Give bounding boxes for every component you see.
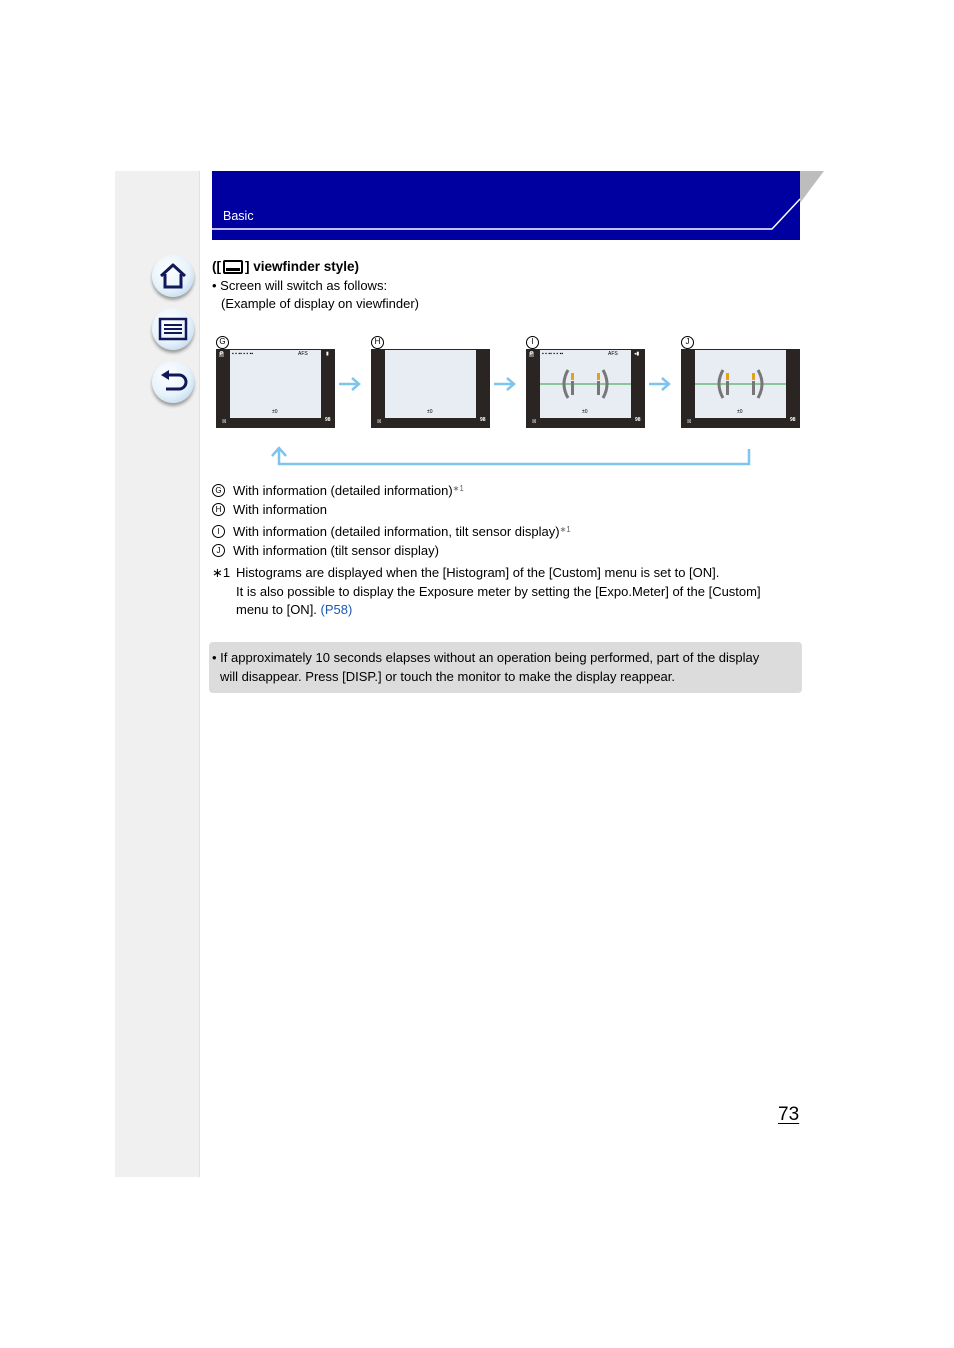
card-icon: ☒ [377, 419, 382, 425]
tilt-sensor-display [540, 350, 631, 418]
return-loop-arrow-icon [270, 446, 754, 468]
right-arrow-icon [338, 377, 362, 391]
card-icon: ☒ [222, 419, 227, 425]
exposure-compensation: ±0 [737, 409, 743, 415]
footnote-line3-text: menu to [ON]. [236, 602, 317, 617]
screen-label-j [681, 331, 694, 349]
settings-strip: ▪ ▪ ▪▪ ▪ ▪ ▪▪ [232, 351, 254, 357]
card-icon: ☒ [532, 419, 537, 425]
list-item [212, 543, 439, 558]
settings-strip: ▪ ▪ ▪▪ ▪ ▪ ▪▪ [542, 351, 564, 357]
footnote-marker: ∗1 [212, 565, 231, 580]
contents-button[interactable] [152, 308, 194, 350]
intro-example: (Example of display on viewfinder) [221, 296, 419, 311]
circle-letter: I [212, 525, 225, 538]
footnote-ref: ∗1 [452, 484, 464, 493]
list-item [212, 524, 571, 539]
viewfinder-screen-g [216, 349, 335, 428]
intro-bullet: • Screen will switch as follows: [212, 278, 388, 293]
viewfinder-screen-h [371, 349, 490, 428]
screen-label-g [216, 331, 229, 349]
list-item [212, 483, 464, 498]
shots-remaining: 98 [635, 417, 641, 423]
back-button[interactable] [152, 361, 194, 403]
right-arrow-icon [648, 377, 672, 391]
card-icon: ☒ [687, 419, 692, 425]
home-button[interactable] [152, 255, 194, 297]
section-header [212, 171, 800, 240]
right-arrow-icon [493, 377, 517, 391]
home-icon [158, 262, 188, 290]
viewfinder-screen-i [526, 349, 645, 428]
note-line2: will disappear. Press [DISP.] or touch the monitor to make the display reappear. [220, 669, 675, 684]
circle-letter: G [216, 336, 229, 349]
circle-letter: J [681, 336, 694, 349]
item-text: With information (detailed information) [233, 483, 453, 498]
screen-view [540, 350, 631, 418]
item-text: With information (detailed information, tilt sensor display) [233, 524, 560, 539]
shots-remaining: 98 [790, 417, 796, 423]
mode-badge: P [530, 351, 534, 357]
title-prefix: ([ [212, 259, 221, 274]
page-number: 73 [778, 1104, 800, 1125]
item-text: With information [233, 502, 327, 517]
screen-label-i [526, 331, 539, 349]
title-suffix: ] viewfinder style) [245, 259, 360, 274]
mode-badge: P [220, 351, 224, 357]
footnote-line2: It is also possible to display the Exposure meter by setting the [Expo.Meter] of the [Custom] [236, 584, 761, 599]
item-text: With information (tilt sensor display) [233, 543, 439, 558]
footnote-line3 [236, 602, 352, 617]
circle-letter: I [526, 336, 539, 349]
exposure-compensation: ±0 [272, 409, 278, 415]
page-title [212, 259, 359, 274]
return-arrow-icon [158, 369, 188, 395]
screen-label-h [371, 331, 384, 349]
footnote-line1: Histograms are displayed when the [Histogram] of the [Custom] menu is set to [ON]. [236, 565, 720, 580]
exposure-compensation: ±0 [427, 409, 433, 415]
p58-link[interactable]: (P58) [320, 602, 353, 617]
viewfinder-screen-j [681, 349, 800, 428]
battery-icon: ◂▮ [634, 351, 640, 357]
list-item [212, 502, 327, 517]
shots-remaining: 98 [325, 417, 331, 423]
af-mode: AFS [608, 351, 618, 357]
battery-icon: ▮ [326, 351, 329, 357]
circle-letter: H [212, 503, 225, 516]
footnote-ref: ∗1 [559, 525, 571, 534]
circle-letter: G [212, 484, 225, 497]
screen-view [230, 350, 321, 418]
header-banner [212, 171, 824, 240]
exposure-compensation: ±0 [582, 409, 588, 415]
shots-remaining: 98 [480, 417, 486, 423]
viewfinder-style-icon [223, 260, 243, 274]
af-mode: AFS [298, 351, 308, 357]
section-label: Basic [223, 209, 254, 223]
circle-letter: H [371, 336, 384, 349]
screen-view [695, 350, 786, 418]
table-of-contents-icon [158, 317, 188, 341]
circle-letter: J [212, 544, 225, 557]
note-line1: • If approximately 10 seconds elapses without an operation being performed, part of the display [212, 650, 760, 665]
screen-view [385, 350, 476, 418]
tilt-sensor-display [695, 350, 786, 418]
